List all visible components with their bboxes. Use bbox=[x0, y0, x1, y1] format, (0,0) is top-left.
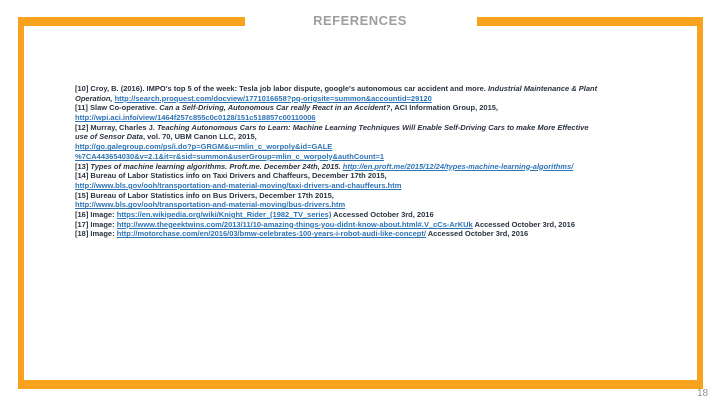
reference-item bbox=[75, 103, 635, 122]
reference-line bbox=[75, 191, 635, 201]
reference-line bbox=[75, 84, 635, 94]
reference-text: [11] Slaw Co-operative. bbox=[75, 103, 160, 113]
reference-text: use of Sensor Data bbox=[75, 132, 143, 142]
reference-text: [16] Image: bbox=[75, 209, 117, 219]
reference-text: [12] Murray, Charles J. bbox=[75, 122, 157, 132]
reference-link[interactable]: http://motorchase.com/en/2016/03/bmw-celebrates-100-years-i-robot-audi-like-concept/ bbox=[116, 229, 426, 239]
frame-left-bar bbox=[18, 17, 24, 389]
reference-line bbox=[75, 229, 635, 239]
reference-line bbox=[75, 200, 635, 210]
reference-line bbox=[75, 103, 635, 113]
reference-item bbox=[75, 210, 635, 220]
reference-item bbox=[75, 220, 635, 230]
reference-line bbox=[75, 123, 635, 133]
reference-line bbox=[75, 210, 635, 220]
reference-line bbox=[75, 113, 635, 123]
reference-text: Accessed October 3rd, 2016 bbox=[331, 209, 434, 219]
reference-link[interactable]: http://en.proft.me/2015/12/24/types-machine-learning-algorithms/ bbox=[342, 161, 574, 171]
reference-text: [17] Image: bbox=[75, 219, 117, 229]
reference-text: , ACI Information Group, 2015, bbox=[390, 103, 499, 113]
reference-link[interactable]: http://go.galegroup.com/ps/i.do?p=GRGM&u=mlin_c_worpoly&id=GALE bbox=[75, 142, 333, 152]
frame-top-right-bar bbox=[477, 17, 703, 26]
frame-right-bar bbox=[697, 17, 703, 389]
reference-link[interactable]: https://en.wikipedia.org/wiki/Knight_Rider_(1982_TV_series) bbox=[116, 209, 332, 219]
reference-link[interactable]: http://www.bls.gov/ooh/transportation-and-material-moving/bus-drivers.htm bbox=[75, 200, 346, 210]
reference-text: [14] Bureau of Labor Statistics info on Taxi Drivers and Chaffeurs, December 17th 2015, bbox=[75, 171, 387, 181]
reference-line bbox=[75, 171, 635, 181]
reference-item bbox=[75, 171, 635, 190]
reference-item bbox=[75, 191, 635, 210]
reference-item bbox=[75, 162, 635, 172]
reference-text: Operation, bbox=[75, 93, 115, 103]
reference-text: [13] bbox=[75, 161, 91, 171]
reference-text: Can a Self-Driving, Autonomous Car really React in an Accident? bbox=[159, 103, 391, 113]
reference-text: Accessed October 3rd, 2016 bbox=[472, 219, 575, 229]
page-number: 18 bbox=[697, 388, 709, 399]
slide-title: REFERENCES bbox=[313, 13, 407, 28]
reference-link[interactable]: http://www.thegeektwins.com/2013/11/10-amazing-things-you-didnt-know-about.html#.V_cCs-ArKUk bbox=[116, 219, 473, 229]
reference-line bbox=[75, 162, 635, 172]
reference-text: [15] Bureau of Labor Statistics info on Bus Drivers, December 17th 2015, bbox=[75, 190, 334, 200]
reference-link[interactable]: http://wpi.aci.info/view/1464f257c855c0c0128/151c518857c00110006 bbox=[75, 113, 316, 123]
reference-text: Types of machine learning algorithms. Proft.me. December 24th, 2015. bbox=[90, 161, 343, 171]
reference-line bbox=[75, 142, 635, 152]
reference-line bbox=[75, 181, 635, 191]
reference-link[interactable]: http://search.proquest.com/docview/1771016658?pq-origsite=summon&accountid=29120 bbox=[114, 93, 432, 103]
reference-text: Industrial Maintenance & Plant bbox=[487, 84, 598, 93]
references-list bbox=[75, 84, 635, 239]
reference-text: Teaching Autonomous Cars to Learn: Machine Learning Techniques Will Enable Self-Driving Cars to make More Effective bbox=[156, 122, 589, 132]
reference-line bbox=[75, 132, 635, 142]
reference-link[interactable]: http://www.bls.gov/ooh/transportation-and-material-moving/taxi-drivers-and-chauffeurs.htm bbox=[75, 180, 402, 190]
reference-text: [10] Croy, B. (2016). IMPO's top 5 of the week: Tesla job labor dispute, google's autonomous car accident and more. bbox=[75, 84, 488, 93]
reference-item bbox=[75, 84, 635, 103]
reference-text: , vol. 70, UBM Canon LLC, 2015, bbox=[142, 132, 257, 142]
reference-item bbox=[75, 229, 635, 239]
frame-bottom-bar bbox=[18, 380, 703, 389]
reference-line bbox=[75, 152, 635, 162]
reference-text: [18] Image: bbox=[75, 229, 117, 239]
reference-line bbox=[75, 220, 635, 230]
reference-line bbox=[75, 94, 635, 104]
reference-link[interactable]: %7CA443654030&v=2.1&it=r&sid=summon&userGroup=mlin_c_worpoly&authCount=1 bbox=[75, 151, 385, 161]
reference-text: Accessed October 3rd, 2016 bbox=[425, 229, 529, 239]
reference-item bbox=[75, 123, 635, 162]
